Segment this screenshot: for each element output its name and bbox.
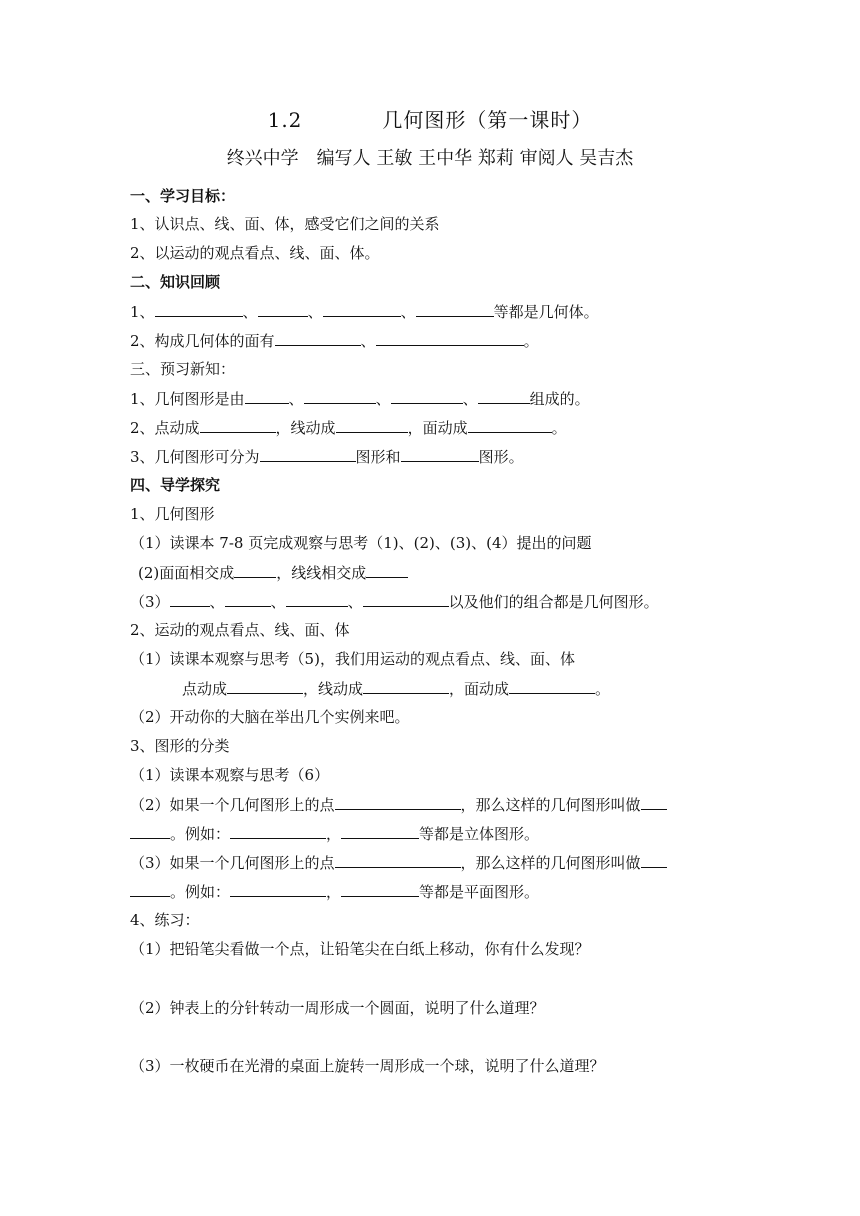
explore-question-3-2-cont: 。例如： ， 等都是立体图形。 (130, 823, 539, 844)
explore-question-1-3: （3） 、 、 、 以及他们的组合都是几何图形。 (130, 593, 659, 611)
preview-question-2: 2、点动成 ，线动成 ，面动成 。 (130, 419, 567, 437)
explore-question-3-2: （2）如果一个几何图形上的点 ，那么这样的几何图形叫做 (130, 794, 667, 815)
preview-question-1: 1、几何图形是由 、 、 、 组成的。 (130, 390, 590, 408)
answer-blank[interactable] (225, 591, 271, 607)
subsection-title: 4、练习： (130, 911, 200, 929)
answer-blank[interactable] (260, 446, 356, 462)
answer-blank[interactable] (391, 388, 463, 404)
goal-item: 2、以运动的观点看点、线、面、体。 (130, 244, 380, 262)
answer-blank[interactable] (227, 678, 303, 694)
section-heading-explore: 四、导学探究 (130, 476, 221, 494)
answer-blank[interactable] (416, 301, 494, 317)
explore-question-3-3: （3）如果一个几何图形上的点 ，那么这样的几何图形叫做 (130, 852, 667, 873)
answer-blank[interactable] (641, 794, 667, 810)
practice-question: （3）一枚硬币在光滑的桌面上旋转一周形成一个球，说明了什么道理？ (130, 1057, 605, 1075)
practice-question: （2）钟表上的分针转动一周形成一个圆面，说明了什么道理？ (130, 999, 545, 1017)
subsection-title: 3、图形的分类 (130, 737, 230, 755)
preview-question-3: 3、几何图形可分为 图形和 图形。 (130, 448, 524, 466)
instruction-text: （1）读课本观察与思考（5)，我们用运动的观点看点、线、面、体 (130, 650, 575, 668)
section-heading-preview: 三、预习新知： (130, 360, 236, 378)
answer-blank[interactable] (230, 881, 326, 897)
answer-blank[interactable] (130, 823, 170, 839)
practice-question: （1）把铅笔尖看做一个点，让铅笔尖在白纸上移动，你有什么发现？ (130, 940, 590, 958)
answer-blank[interactable] (341, 823, 419, 839)
goal-item: 1、认识点、线、面、体，感受它们之间的关系 (130, 215, 440, 233)
answer-blank[interactable] (509, 678, 595, 694)
lesson-title: 几何图形（第一课时） (382, 108, 593, 132)
section-heading-goals: 一、学习目标： (130, 187, 236, 205)
answer-blank[interactable] (130, 881, 170, 897)
answer-blank[interactable] (335, 794, 461, 810)
answer-blank[interactable] (286, 591, 348, 607)
explore-question-1-2: (2)面面相交成 ，线线相交成 (138, 562, 408, 583)
subsection-title: 2、运动的观点看点、线、面、体 (130, 621, 350, 639)
page-title (0, 104, 860, 133)
answer-blank[interactable] (170, 591, 210, 607)
answer-blank[interactable] (155, 301, 243, 317)
answer-blank[interactable] (336, 417, 408, 433)
answer-blank[interactable] (366, 562, 408, 578)
answer-blank[interactable] (304, 388, 376, 404)
answer-blank[interactable] (363, 678, 449, 694)
answer-blank[interactable] (245, 388, 289, 404)
answer-blank[interactable] (478, 388, 530, 404)
answer-blank[interactable] (234, 562, 276, 578)
answer-blank[interactable] (323, 301, 401, 317)
subsection-title: 1、几何图形 (130, 505, 215, 523)
instruction-text: （1）读课本 7-8 页完成观察与思考（1)、(2)、(3)、(4）提出的问题 (130, 534, 592, 552)
answer-blank[interactable] (376, 330, 524, 346)
lesson-number: 1.2 (267, 108, 303, 132)
explore-question-2-1: 点动成 ，线动成 ，面动成 。 (182, 680, 611, 698)
answer-blank[interactable] (341, 881, 419, 897)
answer-blank[interactable] (401, 446, 479, 462)
answer-blank[interactable] (200, 417, 276, 433)
answer-blank[interactable] (335, 852, 461, 868)
section-heading-review: 二、知识回顾 (130, 273, 221, 291)
instruction-text: （2）开动你的大脑在举出几个实例来吧。 (130, 708, 410, 726)
answer-blank[interactable] (468, 417, 552, 433)
answer-blank[interactable] (363, 591, 449, 607)
review-question-2: 2、构成几何体的面有 、 。 (130, 332, 539, 350)
instruction-text: （1）读课本观察与思考（6） (130, 766, 330, 784)
answer-blank[interactable] (641, 852, 667, 868)
answer-blank[interactable] (230, 823, 326, 839)
answer-blank[interactable] (258, 301, 308, 317)
answer-blank[interactable] (275, 330, 361, 346)
review-question-1: 1、 、 、 、 等都是几何体。 (130, 303, 599, 321)
explore-question-3-3-cont: 。例如： ， 等都是平面图形。 (130, 881, 539, 902)
byline: 终兴中学 编写人 王敏 王中华 郑莉 审阅人 吴吉杰 (226, 148, 634, 169)
